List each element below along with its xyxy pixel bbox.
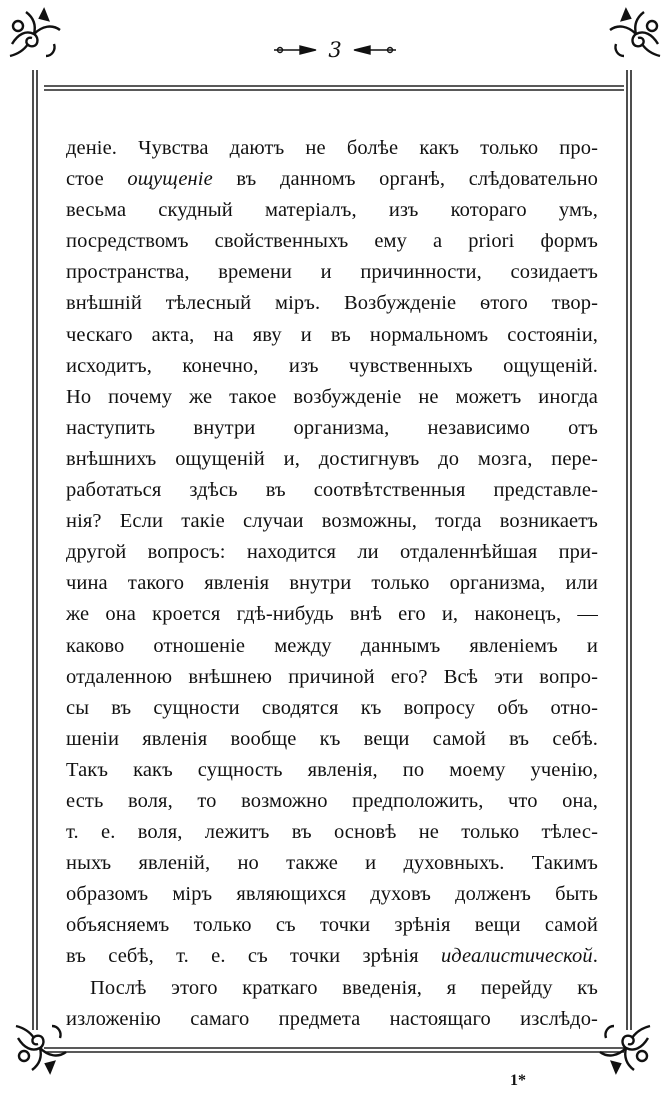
text-line: другой вопросъ: находится ли отдаленнѣйшая при- xyxy=(66,541,598,564)
text-line: есть воля, то возможно предположить, что она, xyxy=(66,789,598,812)
text-line: Послѣ этого краткаго введенія, я перейду къ xyxy=(90,976,598,999)
printer-signature-mark: 1* xyxy=(510,1072,526,1089)
text-line: Такъ какъ сущность явленія, по моему ученію, xyxy=(66,758,598,781)
corner-ornament-bottom-right xyxy=(594,1016,656,1078)
text-line: внѣшній тѣлесный міръ. Возбужденіе ѳтого твор- xyxy=(66,292,598,315)
text-line xyxy=(66,164,598,195)
text-segment: . xyxy=(592,945,598,968)
text-line: объясняемъ только съ точки зрѣнія вещи самой xyxy=(66,914,598,937)
text-line: сы въ сущности сводятся къ вопросу объ отно- xyxy=(66,696,598,719)
emphasized-word: идеалистической xyxy=(440,945,593,968)
emphasized-word: ощущеніе xyxy=(127,168,213,191)
corner-ornament-top-right xyxy=(604,4,666,66)
text-line: Но почему же такое возбужденіе не можетъ иногда xyxy=(66,385,598,408)
text-line: исходитъ, конечно, изъ чувственныхъ ощущеній. xyxy=(66,354,598,377)
text-line: образомъ міръ являющихся духовъ долженъ быть xyxy=(66,883,598,906)
text-line: пространства, времени и причинности, созидаетъ xyxy=(66,261,598,284)
text-line: чина такого явленія внутри только организма, или xyxy=(66,572,598,595)
text-segment: въ данномъ органѣ, слѣдовательно xyxy=(212,168,598,191)
text-line: ныхъ явленій, но также и духовныхъ. Такимъ xyxy=(66,852,598,875)
page-number: 3 xyxy=(328,38,342,62)
page-header xyxy=(270,38,400,62)
text-line: наступить внутри организма, независимо отъ xyxy=(66,416,598,439)
text-line: каково отношеніе между даннымъ явленіемъ и xyxy=(66,634,598,657)
text-line: шеніи явленія вообще къ вещи самой въ себѣ. xyxy=(66,727,598,750)
corner-ornament-top-left xyxy=(4,4,66,66)
text-line: внѣшнихъ ощущеній и, достигнувъ до мозга, пере- xyxy=(66,447,598,470)
text-segment: въ себѣ, т. е. съ точки зрѣнія xyxy=(66,945,441,968)
text-line: изложенію самаго предмета настоящаго изслѣдо- xyxy=(66,1007,598,1030)
text-line: деніе. Чувства даютъ не болѣе какъ только про- xyxy=(66,137,598,159)
text-line: отдаленною внѣшнею причиной его? Всѣ эти вопро- xyxy=(66,665,598,688)
text-line: же она кроется гдѣ-нибудь внѣ его и, наконецъ, — xyxy=(66,603,598,626)
corner-ornament-bottom-left xyxy=(10,1016,72,1078)
text-line: посредствомъ свойственныхъ ему a priori формъ xyxy=(66,230,598,253)
text-line: т. е. воля, лежитъ въ основѣ не только тѣлес- xyxy=(66,821,598,844)
text-segment: стое xyxy=(66,168,128,191)
text-line: работаться здѣсь въ соотвѣтственныя представле- xyxy=(66,479,598,502)
main-text-block xyxy=(66,133,598,1035)
text-line: нія? Если такіе случаи возможны, тогда возникаетъ xyxy=(66,510,598,533)
text-line xyxy=(66,941,598,972)
text-line: весьма скудный матеріалъ, изъ котораго умъ, xyxy=(66,199,598,222)
text-line: ческаго акта, на яву и въ нормальномъ состояніи, xyxy=(66,323,598,346)
